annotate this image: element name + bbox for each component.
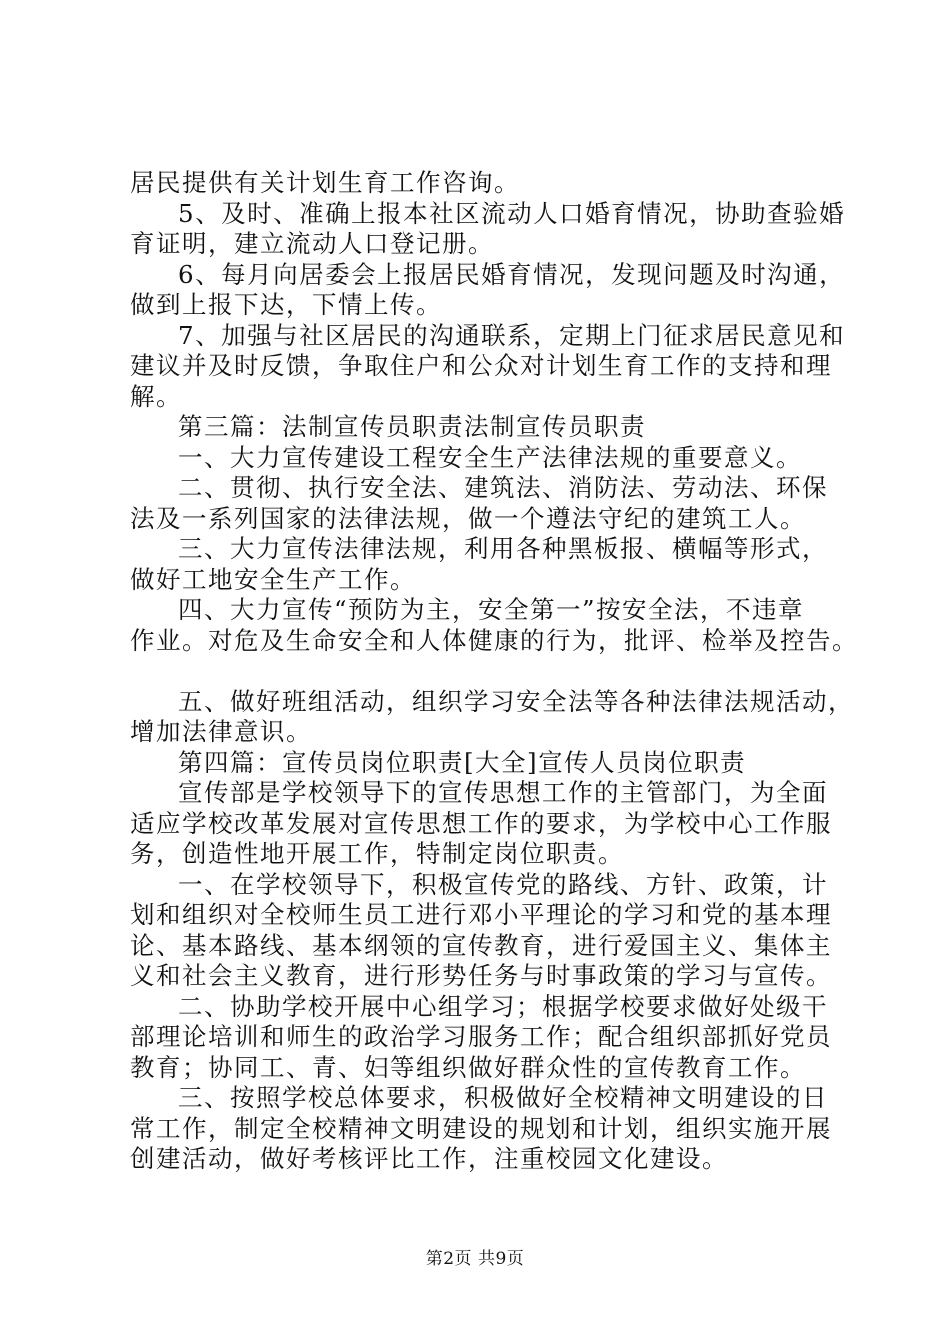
text-line: 常工作，制定全校精神文明建设的规划和计划，组织实施开展 (130, 1113, 832, 1143)
text-line: 二、协助学校开展中心组学习；根据学校要求做好处级干 (178, 991, 828, 1021)
text-line: 义和社会主义教育，进行形势任务与时事政策的学习与宣传。 (130, 961, 832, 990)
text-line: 作业。对危及生命安全和人体健康的行为，批评、检举及控告。 (130, 625, 858, 655)
text-line: 7、加强与社区居民的沟通联系，定期上门征求居民意见和 (178, 320, 846, 350)
section-heading: 第四篇：宣传员岗位职责[大全]宣传人员岗位职责 (178, 747, 747, 777)
text-line: 法及一系列国家的法律法规，做一个遵法守纪的建筑工人。 (130, 503, 806, 533)
text-line: 四、大力宣传“预防为主，安全第一”按安全法，不违章 (178, 595, 805, 624)
text-line: 育证明，建立流动人口登记册。 (130, 229, 494, 258)
text-line: 三、按照学校总体要求，积极做好全校精神文明建设的日 (178, 1083, 828, 1112)
text-line: 一、大力宣传建设工程安全生产法律法规的重要意义。 (178, 442, 802, 472)
document-body (130, 168, 858, 1175)
text-line: 创建活动，做好考核评比工作，注重校园文化建设。 (130, 1144, 728, 1173)
text-line: 教育；协同工、青、妇等组织做好群众性的宣传教育工作。 (130, 1052, 806, 1082)
text-line: 部理论培训和师生的政治学习服务工作；配合组织部抓好党员 (130, 1022, 832, 1051)
page-number: 第2页 共9页 (425, 1249, 525, 1269)
text-line: 宣传部是学校领导下的宣传思想工作的主管部门，为全面 (178, 778, 828, 807)
text-line: 务，创造性地开展工作，特制定岗位职责。 (130, 839, 624, 868)
section-heading: 第三篇：法制宣传员职责法制宣传员职责 (178, 412, 646, 441)
text-line: 五、做好班组活动，组织学习安全法等各种法律法规活动， (178, 686, 854, 716)
text-line: 5、及时、准确上报本社区流动人口婚育情况，协助查验婚 (178, 198, 846, 228)
text-line: 划和组织对全校师生员工进行邓小平理论的学习和党的基本理 (130, 900, 832, 929)
text-line: 三、大力宣传法律法规，利用各种黑板报、横幅等形式， (178, 534, 828, 563)
text-line: 做到上报下达，下情上传。 (130, 290, 442, 319)
text-line: 居民提供有关计划生育工作咨询。 (130, 168, 520, 197)
text-line: 增加法律意识。 (130, 717, 312, 746)
blank-line (130, 656, 845, 687)
text-line: 论、基本路线、基本纲领的宣传教育，进行爱国主义、集体主 (130, 930, 832, 960)
text-line: 一、在学校领导下，积极宣传党的路线、方针、政策，计 (178, 869, 828, 899)
text-line: 6、每月向居委会上报居民婚育情况，发现问题及时沟通， (178, 259, 846, 289)
text-line: 解。 (130, 381, 182, 411)
text-line: 做好工地安全生产工作。 (130, 564, 416, 594)
text-line: 建议并及时反馈，争取住户和公众对计划生育工作的支持和理 (130, 351, 832, 380)
text-line: 适应学校改革发展对宣传思想工作的要求，为学校中心工作服 (130, 808, 832, 838)
text-line: 二、贯彻、执行安全法、建筑法、消防法、劳动法、环保 (178, 473, 828, 502)
